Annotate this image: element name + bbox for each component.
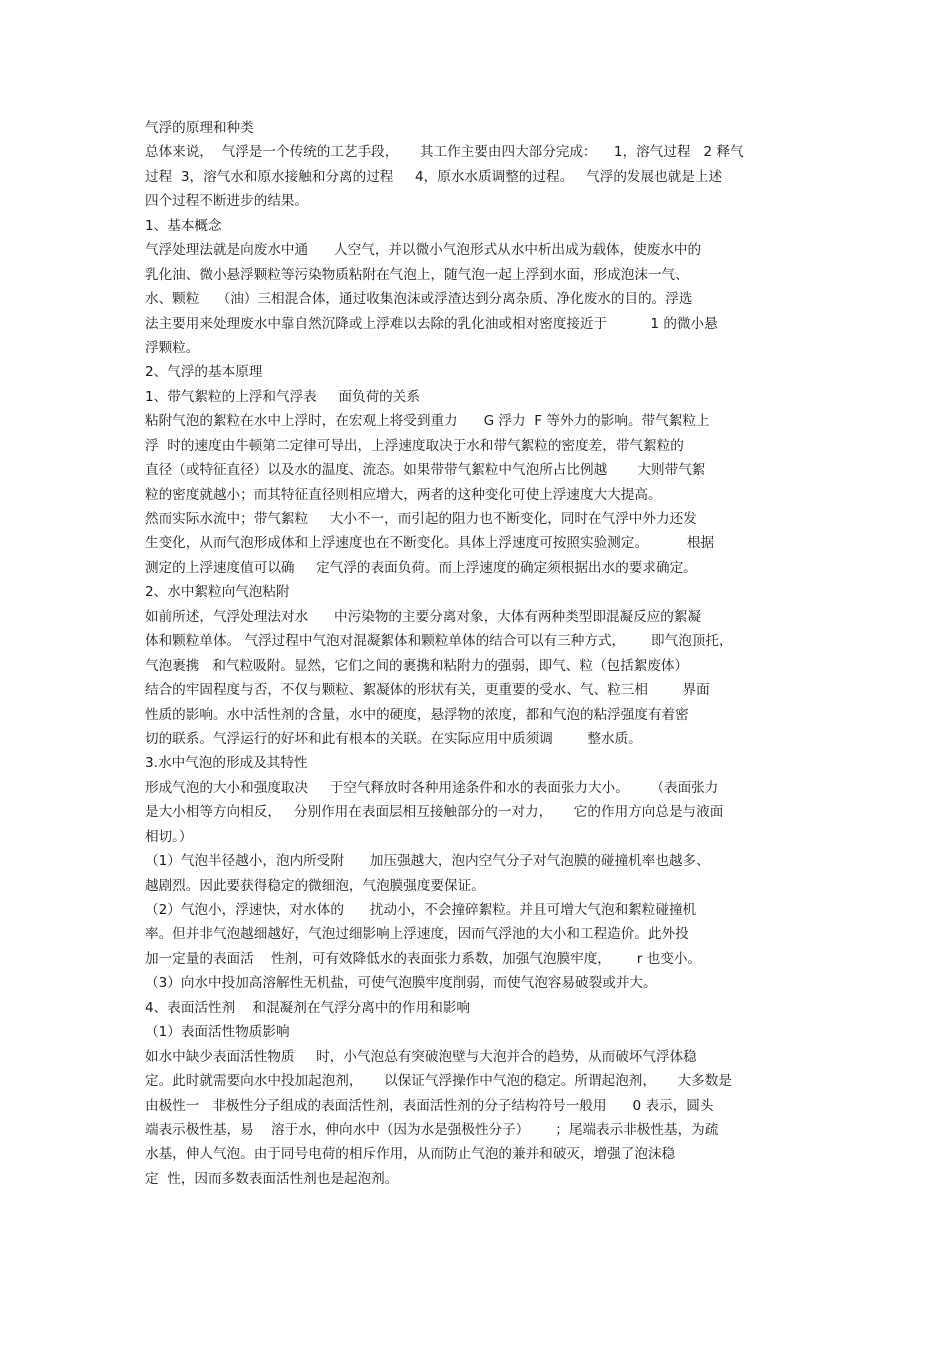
text-line: （3）向水中投加高溶解性无机盐，可使气泡膜牢度削弱，而使气泡容易破裂或并大。 <box>145 975 657 992</box>
text-line: 加一定量的表面活 性剂，可有效降低水的表面张力系数，加强气泡膜牢度， r 也变小。 <box>145 950 702 967</box>
text-line: 气泡裹携 和气粒吸附。显然，它们之间的裹携和粘附力的强弱，即气、粒（包括絮废体） <box>145 657 689 674</box>
text-line: （2）气泡小，浮速快，对水体的 扰动小，不会撞碎絮粒。并且可增大气泡和絮粒碰撞机 <box>145 902 697 918</box>
text-line: 总体来说， 气浮是一个传统的工艺手段， 其工作主要由四大部分完成： 1，溶气过程 2 释气 <box>145 144 744 161</box>
text-line: 然而实际水流中；带气絮粒 大小不一，而引起的阻力也不断变化，同时在气浮中外力还发 <box>145 511 697 527</box>
text-line: 气浮处理法就是向废水中通 人空气，并以微小气泡形式从水中析出成为载体，使废水中的 <box>145 242 702 259</box>
text-line: 越剧烈。因此要获得稳定的微细泡，气泡膜强度要保证。 <box>145 877 485 894</box>
text-line: 3.水中气泡的形成及其特性 <box>145 755 308 772</box>
text-line: 体和颗粒单体。 气浮过程中气泡对混凝絮体和颗粒单体的结合可以有三种方式， 即气泡顶托， <box>145 633 733 650</box>
text-line: 水、颗粒 （油）三相混合体，通过收集泡沫或浮渣达到分离杂质、净化废水的目的。浮选 <box>145 291 693 308</box>
text-line: 相切。） <box>145 828 193 845</box>
text-line: 四个过程不断进步的结果。 <box>145 193 309 210</box>
text-line: 结合的牢固程度与否，不仅与颗粒、絮凝体的形状有关，更重要的受水、气、粒三相 界面 <box>145 682 710 699</box>
document-body <box>145 116 810 1191</box>
text-line: 如前所述，气浮处理法对水 中污染物的主要分离对象，大体有两种类型即混凝反应的絮凝 <box>145 608 702 625</box>
text-line: 4、表面活性剂 和混凝剂在气浮分离中的作用和影响 <box>145 999 470 1016</box>
text-line: 直径（或特征直径）以及水的温度、流态。如果带带气絮粒中气泡所占比例越 大则带气絮 <box>145 462 706 479</box>
text-line: 性质的影响。水中活性剂的含量，水中的硬度，悬浮物的浓度，都和气泡的粘浮强度有着密 <box>145 706 689 723</box>
text-line: 粘附气泡的絮粒在水中上浮时，在宏观上将受到重力 G 浮力 F 等外力的影响。带气絮粒上 <box>145 413 710 430</box>
text-line: 切的联系。气浮运行的好坏和此有根本的关联。在实际应用中质须调 整水质。 <box>145 730 642 747</box>
text-line: 2、气浮的基本原理 <box>145 364 263 381</box>
text-line: 粒的密度就越小；而其特征直径则相应增大，两者的这种变化可使上浮速度大大提高。 <box>145 486 662 503</box>
text-line: 是大小相等方向相反， 分别作用在表面层相互接触部分的一对力， 它的作用方向总是与液面 <box>145 804 724 821</box>
text-line: 法主要用来处理废水中靠自然沉降或上浮难以去除的乳化油或相对密度接近于 1 的微小悬 <box>145 315 718 332</box>
text-line: 乳化油、微小悬浮颗粒等污染物质粘附在气泡上，随气泡一起上浮到水面，形成泡沫一气、 <box>145 266 689 283</box>
text-line: 形成气泡的大小和强度取决 于空气释放时各种用途条件和水的表面张力大小。 （表面张力 <box>145 779 719 796</box>
text-line: 水基，伸人气泡。由于同号电荷的相斥作用，从而防止气泡的兼并和破灭，增强了泡沫稳 <box>145 1146 676 1163</box>
text-line: 端表示极性基，易 溶于水，伸向水中（因为水是强极性分子） ；尾端表示非极性基，为疏 <box>145 1121 719 1138</box>
text-line: 过程 3，溶气水和原水接触和分离的过程 4，原水水质调整的过程。 气浮的发展也就是上述 <box>145 168 723 185</box>
text-line: 1、基本概念 <box>145 217 222 234</box>
text-line: 浮颗粒。 <box>145 339 200 356</box>
text-line: 2、水中絮粒向气泡粘附 <box>145 584 290 601</box>
text-line: （1）表面活性物质影响 <box>145 1024 290 1041</box>
text-line: 生变化，从而气泡形成体和上浮速度也在不断变化。具体上浮速度可按照实验测定。 根据 <box>145 535 715 552</box>
text-line: 如水中缺少表面活性物质 时，小气泡总有突破泡壁与大泡并合的趋势，从而破坏气浮体稳 <box>145 1048 697 1065</box>
text-line: 测定的上浮速度值可以确 定气浮的表面负荷。而上浮速度的确定须根据出水的要求确定。 <box>145 559 697 576</box>
text-line: 定。此时就需要向水中投加起泡剂， 以保证气浮操作中气泡的稳定。所谓起泡剂， 大多数是 <box>145 1073 732 1090</box>
text-line: 浮 时的速度由牛顿第二定律可导出，上浮速度取决于水和带气絮粒的密度差，带气絮粒的 <box>145 437 684 454</box>
text-line: 定 性，因而多数表面活性剂也是起泡剂。 <box>145 1170 399 1187</box>
text-line: 由极性一 非极性分子组成的表面活性剂，表面活性剂的分子结构符号一般用 0 表示，圆头 <box>145 1097 714 1114</box>
text-line: 1、带气絮粒的上浮和气浮表 面负荷的关系 <box>145 388 420 405</box>
text-line: 气浮的原理和种类 <box>145 120 254 136</box>
text-line: 率。但并非气泡越细越好，气泡过细影响上浮速度，因而气浮池的大小和工程造价。此外投 <box>145 926 689 943</box>
text-line: （1）气泡半径越小，泡内所受附 加压强越大，泡内空气分子对气泡膜的碰撞机率也越多、 <box>145 853 710 870</box>
